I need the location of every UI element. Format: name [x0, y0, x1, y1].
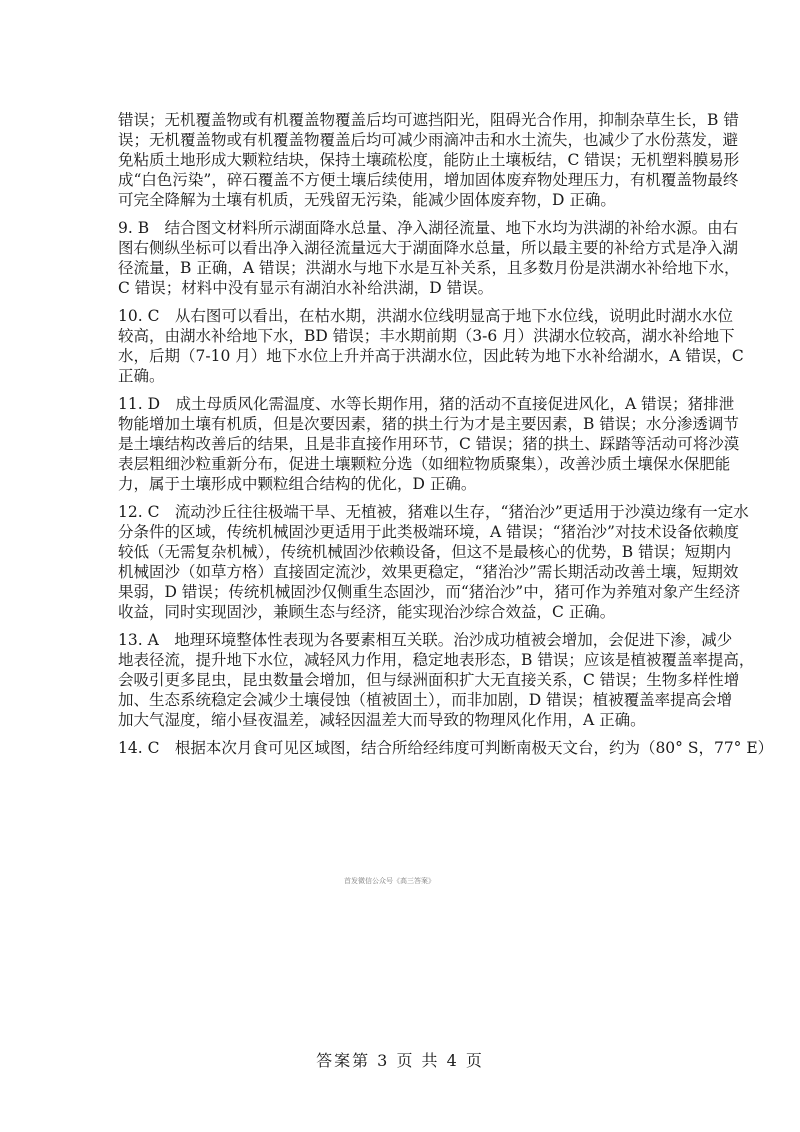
answer-paragraph: [118, 306, 744, 386]
text-line: 机械固沙（如草方格）直接固定流沙，效果更稳定，“猪治沙”需长期活动改善土壤，短期效: [118, 563, 739, 581]
text-line: 是土壤结构改善后的结果，且是非直接作用环节，C 错误；猪的拱土、踩踏等活动可将沙漠: [118, 435, 740, 453]
text-line: 可完全降解为土壤有机质，无残留无污染，能减少固体废弃物，D 正确。: [118, 191, 616, 209]
text-line: 物能增加土壤有机质，但是次要因素，猪的拱土行为才是主要因素，B 错误；水分渗透调节: [118, 415, 739, 433]
text-line: 误；无机覆盖物或有机覆盖物覆盖后均可减少雨滴冲击和水土流失，也减少了水份蒸发，避: [118, 131, 739, 149]
answer-body: [118, 110, 774, 758]
text-line: 10. C 从右图可以看出，在枯水期，洪湖水位线明显高于地下水位线，说明此时湖水水位: [118, 307, 733, 325]
text-line: 免粘质土地形成大颗粒结块，保持土壤疏松度，能防止土壤板结，C 错误；无机塑料膜易形: [118, 151, 740, 169]
text-line: 错误；无机覆盖物或有机覆盖物覆盖后均可遮挡阳光，阻碍光合作用，抑制杂草生长，B 错: [118, 111, 739, 129]
text-line: 果弱，D 错误；传统机械固沙仅侧重生态固沙，而“猪治沙”中，猪可作为养殖对象产生经济: [118, 583, 741, 601]
answer-paragraph: [118, 502, 749, 622]
text-line: 收益，同时实现固沙，兼顾生态与经济，能实现治沙综合效益，C 正确。: [118, 603, 616, 621]
text-line: 11. D 成土母质风化需温度、水等长期作用，猪的活动不直接促进风化，A 错误；猪排泄: [118, 395, 735, 413]
text-line: 径流量，B 正确，A 错误；洪湖水与地下水是互补关系，且多数月份是洪湖水补给地下水，: [118, 259, 740, 277]
text-line: 加、生态系统稳定会减少土壤侵蚀（植被固土），而非加剧，D 错误；植被覆盖率提高会增: [118, 691, 733, 709]
answer-paragraph: [118, 218, 740, 298]
text-line: 较高，由湖水补给地下水，BD 错误；丰水期前期（3-6 月）洪湖水位较高，湖水补给地下: [118, 327, 735, 345]
page-footer: 答案第 3 页 共 4 页: [316, 1051, 484, 1070]
answer-paragraph: [118, 738, 774, 758]
text-line: 12. C 流动沙丘往往极端干旱、无植被，猪难以生存，“猪治沙”更适用于沙漠边缘有一定水: [118, 503, 749, 521]
text-line: 水，后期（7-10 月）地下水位上升并高于洪湖水位，因此转为地下水补给湖水，A 错误，C: [118, 347, 744, 365]
text-line: 正确。: [118, 367, 165, 385]
answer-paragraph: [118, 394, 740, 494]
answer-paragraph: [118, 110, 740, 210]
text-line: 14. C 根据本次月食可见区域图，结合所给经纬度可判断南极天文台，约为（80° S，77° E）: [118, 739, 774, 757]
text-line: 会吸引更多昆虫，昆虫数量会增加，但与绿洲面积扩大无直接关系，C 错误；生物多样性增: [118, 671, 740, 689]
text-line: 分条件的区域，传统机械固沙更适用于此类极端环境，A 错误；“猪治沙”对技术设备依赖度: [118, 523, 739, 541]
text-line: 力，属于土壤形成中颗粒组合结构的优化，D 正确。: [118, 475, 477, 493]
text-line: 9. B 结合图文材料所示湖面降水总量、净入湖径流量、地下水均为洪湖的补给水源。由右: [118, 219, 739, 237]
text-line: 地表径流，提升地下水位，减轻风力作用，稳定地表形态，B 错误；应该是植被覆盖率提高，: [118, 651, 755, 669]
text-line: 较低（无需复杂机械），传统机械固沙依赖设备，但这不是最核心的优势，B 错误；短期内: [118, 543, 732, 561]
watermark-text: 首发微信公众号《高三答案》: [344, 877, 435, 885]
text-line: 加大气湿度，缩小昼夜温差，减轻因温差大而导致的物理风化作用，A 正确。: [118, 711, 646, 729]
text-line: C 错误；材料中没有显示有湖泊水补给洪湖，D 错误。: [118, 279, 494, 297]
text-line: 13. A 地理环境整体性表现为各要素相互关联。治沙成功植被会增加，会促进下渗，减少: [118, 631, 733, 649]
answer-paragraph: [118, 630, 755, 730]
text-line: 表层粗细沙粒重新分布，促进土壤颗粒分选（如细粒物质聚集），改善沙质土壤保水保肥能: [118, 455, 731, 473]
text-line: 图右侧纵坐标可以看出净入湖径流量远大于湖面降水总量，所以最主要的补给方式是净入湖: [118, 239, 739, 257]
text-line: 成“白色污染”，碎石覆盖不方便土壤后续使用，增加固体废弃物处理压力，有机覆盖物最终: [118, 171, 739, 189]
